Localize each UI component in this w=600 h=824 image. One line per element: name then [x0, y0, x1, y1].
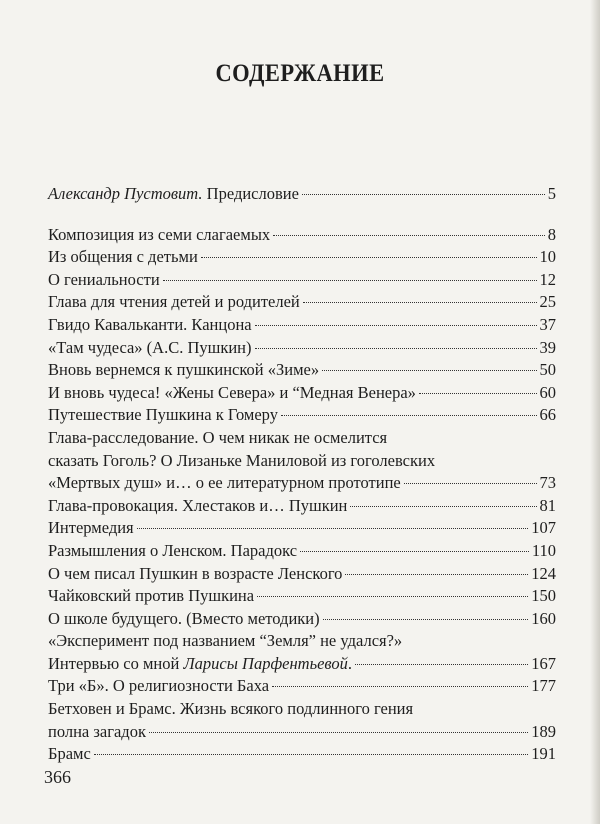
- toc-entry: [48, 291, 556, 314]
- toc-page: 60: [539, 382, 556, 402]
- toc-title: Путешествие Пушкина к Гомеру: [48, 405, 278, 425]
- toc-entry: [48, 608, 556, 631]
- toc-title: полна загадок: [48, 721, 146, 741]
- toc-title-line: Бетховен и Брамс. Жизнь всякого подлинного гения: [48, 699, 414, 719]
- toc-title: Предисловие: [202, 184, 299, 203]
- toc-entry: [48, 382, 556, 405]
- toc-title: Глава для чтения детей и родителей: [48, 292, 300, 312]
- leader-dots: [300, 551, 529, 552]
- leader-dots: [163, 280, 537, 281]
- toc-page: 167: [531, 653, 556, 673]
- leader-dots: [355, 664, 528, 665]
- toc-entry: [48, 337, 556, 360]
- toc-page: 25: [539, 292, 556, 312]
- toc-page: 8: [547, 224, 556, 244]
- toc-entry: [48, 359, 556, 382]
- toc-page: 50: [539, 360, 556, 380]
- leader-dots: [281, 415, 537, 416]
- toc-title: О школе будущего. (Вместо методики): [48, 608, 320, 628]
- toc-title-line: сказать Гоголь? О Лизаньке Маниловой из гоголевских: [48, 450, 436, 470]
- toc-author: Александр Пустовит.: [48, 184, 203, 203]
- toc-title: Размышления о Ленском. Парадокс: [48, 540, 298, 560]
- leader-dots: [350, 506, 536, 507]
- leader-dots: [149, 732, 528, 733]
- toc-title: О чем писал Пушкин в возрасте Ленского: [48, 563, 343, 583]
- toc-title: Гвидо Кавальканти. Канцона: [48, 314, 252, 334]
- toc-page: 12: [539, 269, 556, 289]
- toc-page: 110: [531, 540, 556, 560]
- toc-entry: [48, 314, 556, 337]
- leader-dots: [273, 235, 545, 236]
- toc-title: Из общения с детьми: [48, 247, 198, 267]
- table-of-contents: [48, 183, 556, 766]
- toc-entry-multiline: [48, 630, 556, 675]
- toc-title-line: Глава-расследование. О чем никак не осмелится: [48, 427, 388, 447]
- toc-title: О гениальности: [48, 269, 160, 289]
- toc-page: 124: [531, 563, 556, 583]
- toc-entry: [48, 585, 556, 608]
- toc-entry-multiline: [48, 427, 556, 495]
- toc-title: Интервью со мной: [48, 653, 184, 673]
- toc-page: 5: [547, 184, 556, 203]
- leader-dots: [323, 619, 529, 620]
- toc-entry-multiline: [48, 698, 556, 743]
- toc-entry: [48, 563, 556, 586]
- leader-dots: [255, 348, 537, 349]
- page-edge-shadow: [590, 0, 600, 824]
- toc-page: 107: [531, 518, 556, 538]
- leader-dots: [255, 325, 537, 326]
- toc-page: 73: [539, 473, 556, 493]
- leader-dots: [94, 754, 528, 755]
- leader-dots: [257, 596, 528, 597]
- toc-title: Вновь вернемся к пушкинской «Зиме»: [48, 360, 320, 380]
- toc-title: И вновь чудеса! «Жены Севера» и “Медная Венера»: [48, 382, 416, 402]
- leader-dots: [419, 393, 537, 394]
- toc-page: 150: [531, 586, 556, 606]
- toc-page: 39: [539, 337, 556, 357]
- toc-entry: [48, 269, 556, 292]
- leader-dots: [303, 302, 537, 303]
- leader-dots: [322, 370, 536, 371]
- toc-entry: [48, 675, 556, 698]
- leader-dots: [272, 686, 528, 687]
- toc-page: 10: [539, 247, 556, 267]
- toc-title: Чайковский против Пушкина: [48, 586, 255, 606]
- toc-title: «Мертвых душ» и… о ее литературном прототипе: [48, 473, 401, 493]
- toc-title-line: «Эксперимент под названием “Земля” не удался?»: [48, 631, 403, 651]
- toc-page: 37: [539, 314, 556, 334]
- toc-entry: [48, 517, 556, 540]
- toc-title: Глава-провокация. Хлестаков и… Пушкин: [48, 495, 348, 515]
- toc-page: 189: [531, 721, 556, 741]
- toc-page: 160: [531, 608, 556, 628]
- leader-dots: [404, 483, 537, 484]
- toc-title: «Там чудеса» (А.С. Пушкин): [48, 337, 252, 357]
- toc-page: 66: [539, 405, 556, 425]
- toc-page: 177: [531, 676, 556, 696]
- leader-dots: [201, 257, 537, 258]
- leader-dots: [137, 528, 529, 529]
- toc-entry: [48, 495, 556, 518]
- toc-entry: [48, 540, 556, 563]
- page-number: 366: [44, 767, 71, 787]
- toc-entry-preface: [48, 183, 556, 206]
- toc-title: Композиция из семи слагаемых: [48, 224, 271, 244]
- toc-page: 81: [539, 495, 556, 515]
- toc-title-italic: Ларисы Парфентьевой: [183, 653, 348, 673]
- leader-dots: [302, 194, 545, 195]
- toc-title: Три «Б». О религиозности Баха: [48, 676, 270, 696]
- toc-entry: [48, 246, 556, 269]
- leader-dots: [345, 574, 528, 575]
- toc-title-end: .: [347, 653, 352, 673]
- page-title: СОДЕРЖАНИЕ: [215, 60, 385, 87]
- toc-entry: [48, 404, 556, 427]
- toc-entry: [48, 224, 556, 247]
- toc-page: 191: [531, 744, 556, 764]
- toc-entry: [48, 743, 556, 766]
- toc-title: Интермедия: [48, 518, 134, 538]
- toc-title: Брамс: [48, 744, 91, 764]
